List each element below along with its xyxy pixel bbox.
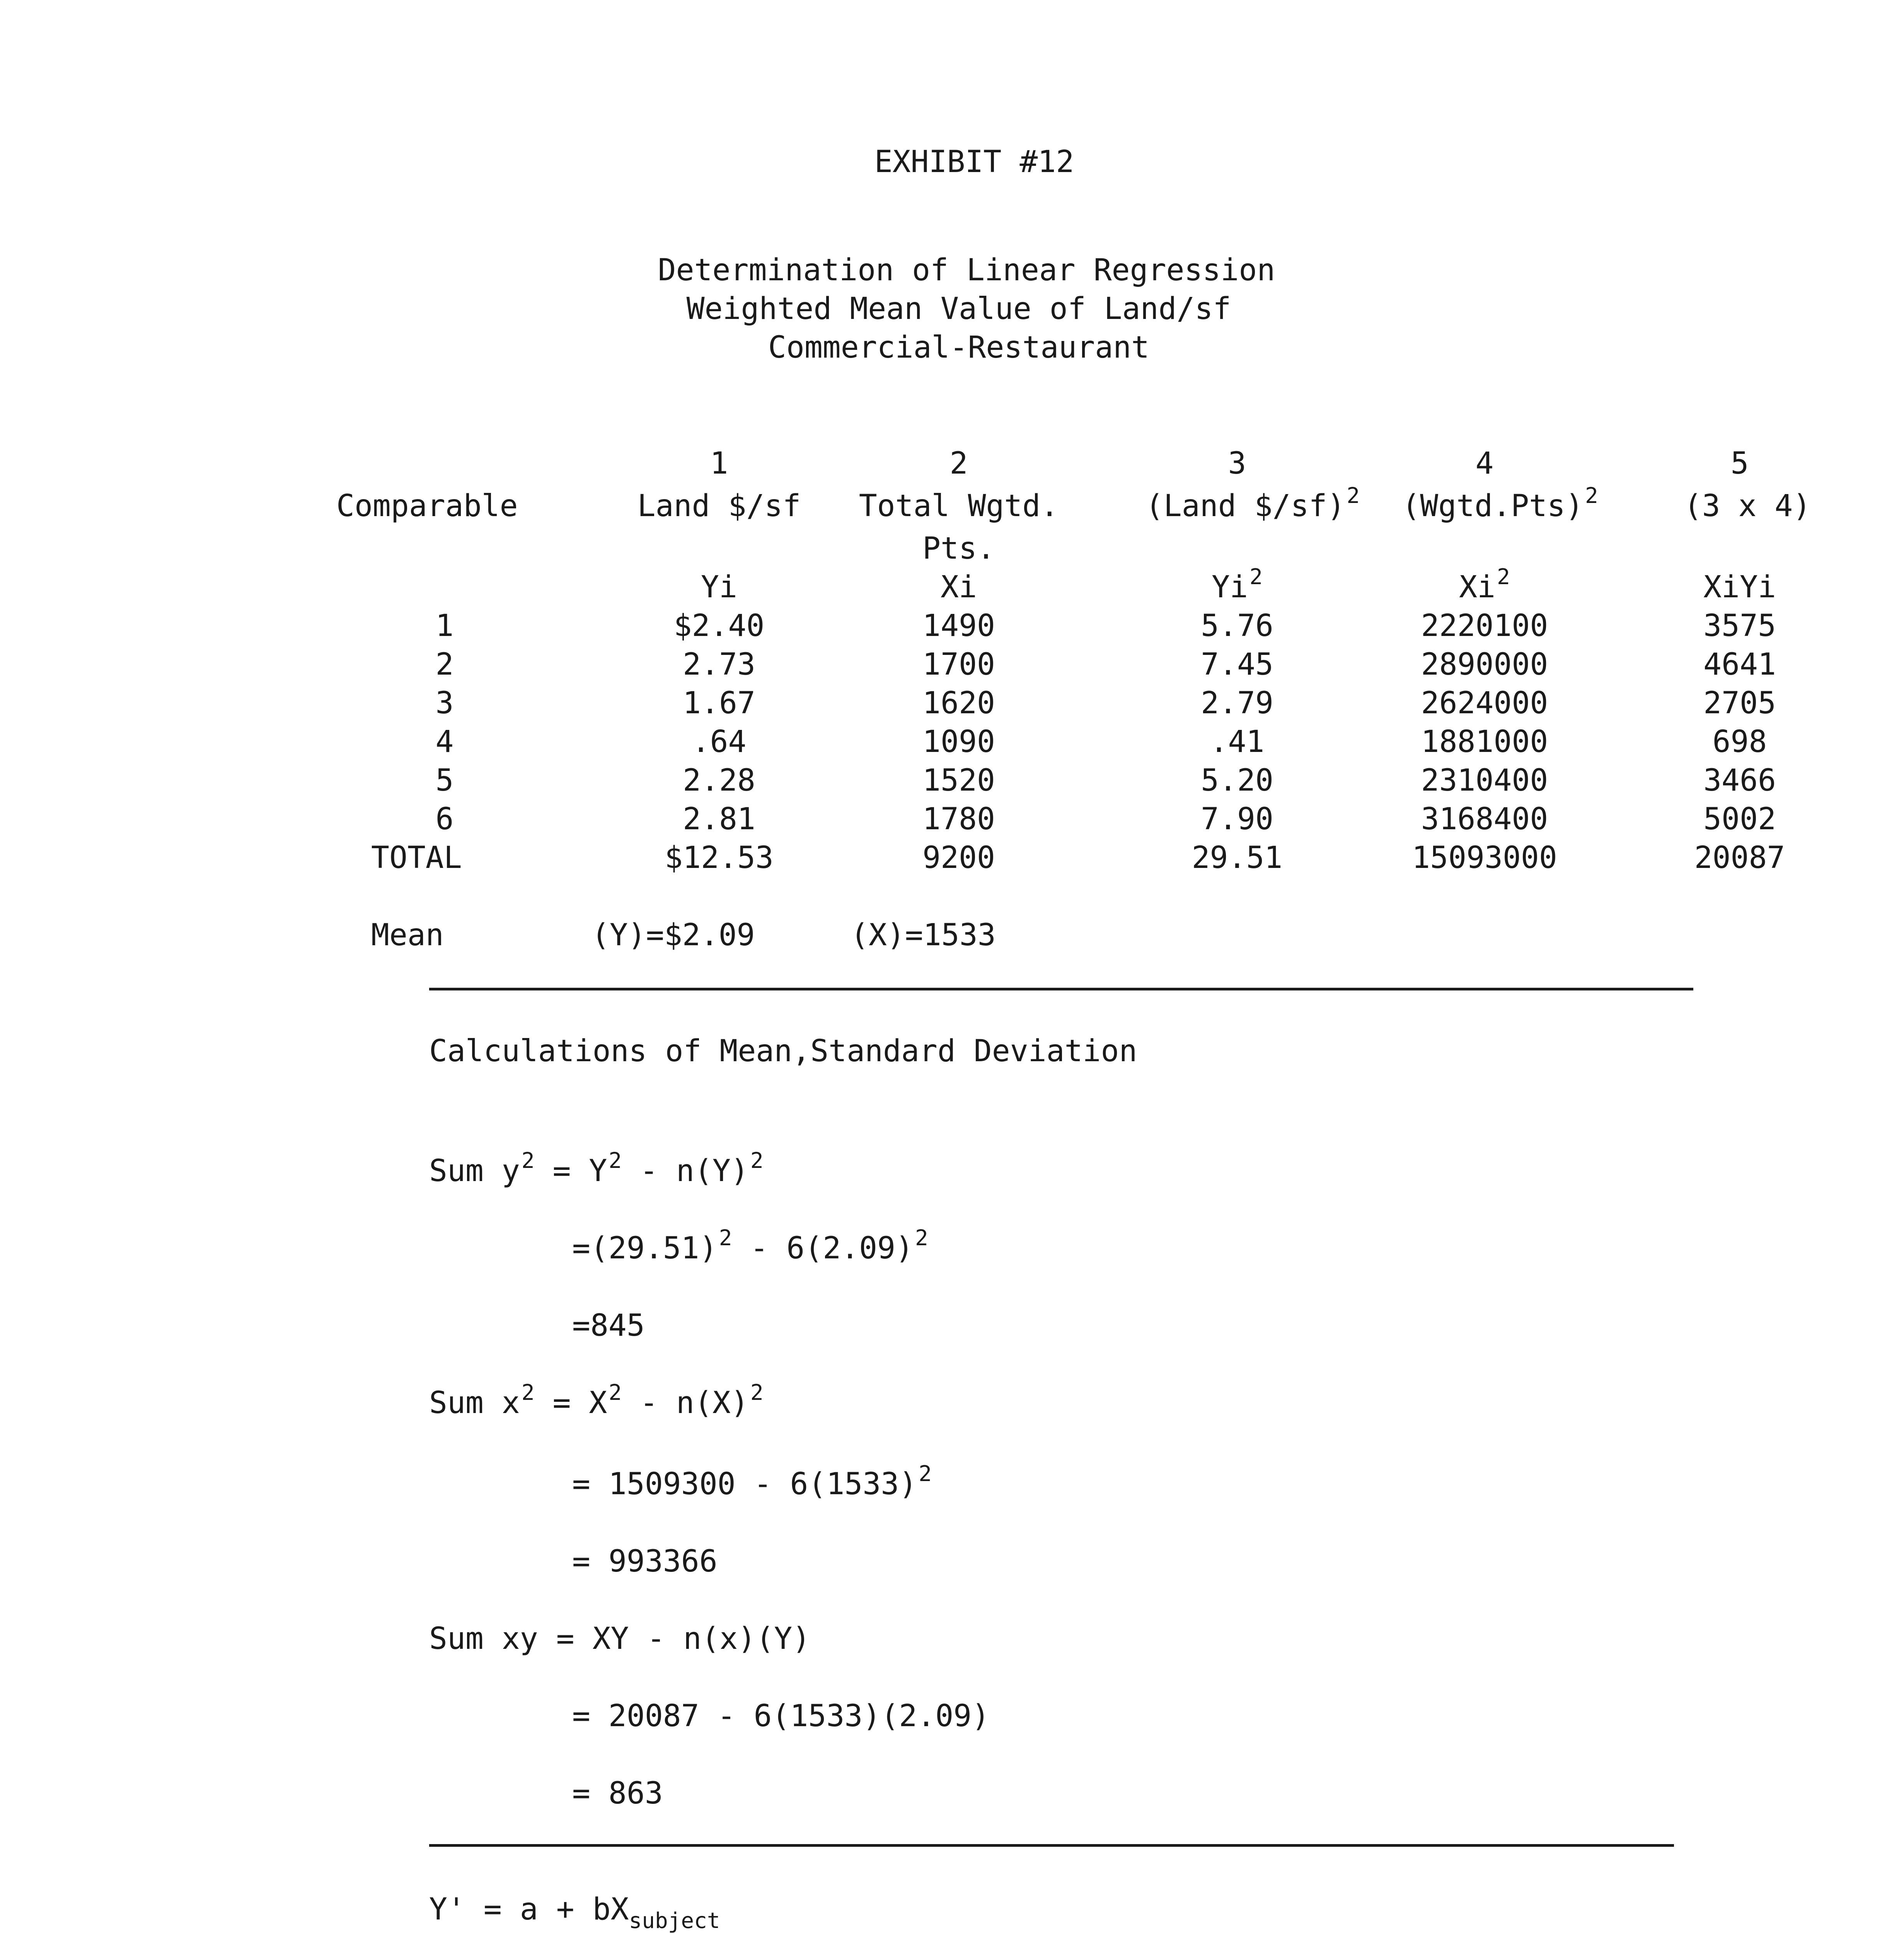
sum-x-exp: 2 (521, 1380, 535, 1405)
row-1-land-sq: 5.76 (1201, 609, 1273, 643)
row-4-land-sq: .41 (1210, 724, 1265, 759)
title-line-1: Determination of Linear Regression (658, 253, 1275, 288)
title-line-3: Commercial-Restaurant (768, 330, 1150, 365)
sum-y-l2b: - 6(2.09) (732, 1231, 914, 1266)
symbol-yi-squared-exp: 2 (1249, 564, 1263, 590)
row-6-land: 2.81 (683, 802, 755, 837)
symbol-xi-squared (1459, 564, 1510, 605)
row-5-land-sq: 5.20 (1201, 763, 1273, 798)
sum-x-result: = 993366 (572, 1544, 718, 1579)
sum-x-rhs2-exp: 2 (750, 1380, 764, 1405)
sum-y-rhs2: - n(Y) (622, 1154, 749, 1188)
row-5-comparable: 5 (435, 763, 454, 798)
divider-2 (429, 1844, 1674, 1847)
sum-xy-result: = 863 (572, 1776, 663, 1811)
row-3-pts: 1620 (922, 686, 995, 721)
col-number-3: 3 (1228, 446, 1246, 481)
total-product: 20087 (1694, 840, 1785, 875)
sum-x-squared-line (429, 1380, 764, 1420)
row-1-land: $2.40 (673, 609, 765, 643)
sum-x-rhs-exp: 2 (609, 1380, 622, 1405)
sum-y-squared-line (429, 1148, 764, 1188)
sum-y-rhs: = Y (552, 1154, 607, 1188)
sum-x-l2-exp: 2 (919, 1461, 932, 1486)
row-1-product: 3575 (1703, 609, 1776, 643)
sum-y-result: =845 (572, 1308, 645, 1343)
total-land-sq: 29.51 (1191, 840, 1283, 875)
wgtd-pts-squared-exp: 2 (1585, 483, 1598, 508)
symbol-xi-squared-text: Xi (1459, 570, 1496, 605)
land-psf-squared-exp: 2 (1347, 483, 1360, 508)
sum-y-line-2 (572, 1226, 928, 1266)
col-number-2: 2 (949, 446, 968, 481)
col-number-5: 5 (1730, 446, 1749, 481)
row-3-product: 2705 (1703, 686, 1776, 721)
sum-y-rhs2-exp: 2 (750, 1148, 764, 1173)
mean-y: (Y)=$2.09 (591, 918, 755, 953)
row-3-comparable: 3 (435, 686, 454, 721)
sum-x-rhs: = X (552, 1386, 607, 1420)
row-4-product: 698 (1712, 724, 1767, 759)
col-number-1: 1 (710, 446, 728, 481)
row-6-pts: 1780 (922, 802, 995, 837)
mean-label: Mean (371, 918, 444, 953)
sum-y-l2b-exp: 2 (915, 1226, 928, 1251)
comparable-header: Comparable (336, 489, 518, 523)
symbol-xiyi: XiYi (1703, 570, 1776, 605)
symbol-xi-squared-exp: 2 (1497, 564, 1510, 590)
col-number-4: 4 (1475, 446, 1494, 481)
row-6-land-sq: 7.90 (1201, 802, 1273, 837)
sum-y-label: Sum y (429, 1154, 520, 1188)
divider-1 (429, 988, 1693, 990)
exhibit-label: EXHIBIT #12 (874, 145, 1074, 179)
sum-y-l2: =(29.51) (572, 1231, 718, 1266)
row-2-land-sq: 7.45 (1201, 647, 1273, 682)
row-1-pts: 1490 (922, 609, 995, 643)
calc-heading: Calculations of Mean,Standard Deviation (429, 1034, 1137, 1069)
row-4-land: .64 (692, 724, 747, 759)
land-psf-header: Land $/sf (637, 489, 801, 523)
sum-x-line-2 (572, 1461, 932, 1502)
total-land: $12.53 (665, 840, 774, 875)
symbol-xi: Xi (941, 570, 977, 605)
sum-x-rhs2: - n(X) (622, 1386, 749, 1420)
row-2-comparable: 2 (435, 647, 454, 682)
row-2-land: 2.73 (683, 647, 755, 682)
row-2-product: 4641 (1703, 647, 1776, 682)
row-2-pts-sq: 2890000 (1421, 647, 1548, 682)
total-pts: 9200 (922, 840, 995, 875)
land-psf-squared-header (1145, 483, 1360, 523)
row-5-pts-sq: 2310400 (1421, 763, 1548, 798)
symbol-yi-squared-text: Yi (1212, 570, 1248, 605)
regression-eq-subject: subject (629, 1908, 720, 1933)
row-4-pts: 1090 (922, 724, 995, 759)
row-5-land: 2.28 (683, 763, 755, 798)
wgtd-pts-squared-text: (Wgtd.Pts) (1402, 489, 1584, 523)
wgtd-pts-squared-header (1402, 483, 1598, 523)
row-2-pts: 1700 (922, 647, 995, 682)
row-1-comparable: 1 (435, 609, 454, 643)
total-pts-sq: 15093000 (1412, 840, 1557, 875)
sum-y-rhs-exp: 2 (609, 1148, 622, 1173)
total-wgtd-header: Total Wgtd. (859, 489, 1059, 523)
sum-y-exp: 2 (521, 1148, 535, 1173)
symbol-yi: Yi (701, 570, 737, 605)
row-6-pts-sq: 3168400 (1421, 802, 1548, 837)
sum-xy-line-2: = 20087 - 6(1533)(2.09) (572, 1699, 990, 1734)
row-6-comparable: 6 (435, 802, 454, 837)
row-3-land: 1.67 (683, 686, 755, 721)
sum-y-l2-exp: 2 (719, 1226, 732, 1251)
regression-equation (429, 1892, 720, 1933)
product-header: (3 x 4) (1684, 489, 1811, 523)
title-line-2: Weighted Mean Value of Land/sf (686, 291, 1231, 326)
row-3-land-sq: 2.79 (1201, 686, 1273, 721)
row-1-pts-sq: 2220100 (1421, 609, 1548, 643)
row-4-comparable: 4 (435, 724, 454, 759)
row-4-pts-sq: 1881000 (1421, 724, 1548, 759)
row-5-pts: 1520 (922, 763, 995, 798)
sum-xy-line (429, 1621, 811, 1656)
sum-x-label: Sum x (429, 1386, 520, 1420)
total-wgtd-header-pts: Pts. (922, 531, 995, 566)
row-6-product: 5002 (1703, 802, 1776, 837)
mean-x: (X)=1533 (851, 918, 996, 953)
sum-xy-rhs: = XY - n(x)(Y) (556, 1621, 811, 1656)
sum-x-l2: = 1509300 - 6(1533) (572, 1467, 917, 1502)
row-3-pts-sq: 2624000 (1421, 686, 1548, 721)
sum-xy-label: Sum xy (429, 1621, 538, 1656)
regression-eq-text: Y' = a + bX (429, 1892, 629, 1927)
row-5-product: 3466 (1703, 763, 1776, 798)
total-label: TOTAL (371, 840, 462, 875)
land-psf-squared-text: (Land $/sf) (1145, 489, 1345, 523)
symbol-yi-squared (1212, 564, 1263, 605)
